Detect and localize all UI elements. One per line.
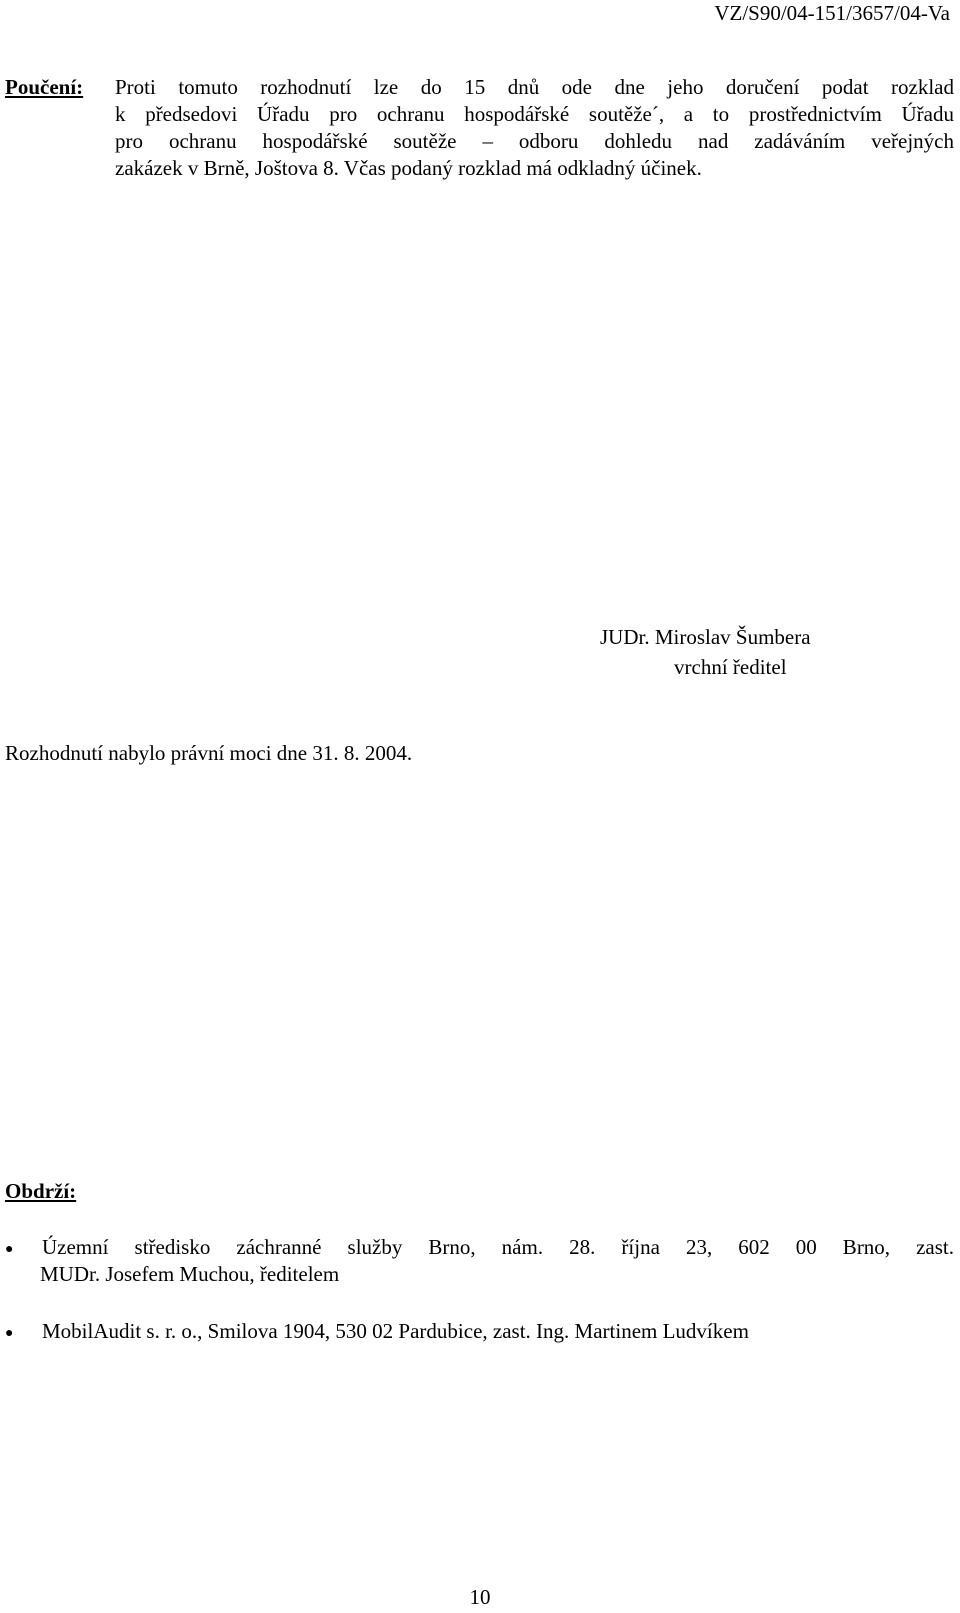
notice-line: k předsedovi Úřadu pro ochranu hospodářské soutěže´, a to prostřednictvím Úřadu bbox=[115, 102, 954, 126]
notice-line: zakázek v Brně, Joštova 8. Včas podaný rozklad má odkladný účinek. bbox=[115, 156, 702, 180]
page-number: 10 bbox=[469, 1585, 491, 1609]
notice-line: Proti tomuto rozhodnutí lze do 15 dnů ode dne jeho doručení podat rozklad bbox=[115, 75, 954, 99]
signatory-title: vrchní ředitel bbox=[674, 655, 787, 679]
legal-effect-note: Rozhodnutí nabylo právní moci dne 31. 8. 2004. bbox=[5, 741, 413, 765]
notice-label: Poučení: bbox=[5, 75, 84, 99]
recipient-item bbox=[42, 1234, 954, 1288]
recipient-item: MobilAudit s. r. o., Smilova 1904, 530 02 Pardubice, zast. Ing. Martinem Ludvíkem bbox=[42, 1319, 749, 1343]
notice-text bbox=[115, 74, 954, 182]
notice-line: pro ochranu hospodářské soutěže – odboru dohledu nad zadáváním veřejných bbox=[115, 129, 954, 153]
signatory-name: JUDr. Miroslav Šumbera bbox=[600, 625, 811, 649]
bullet-icon: ● bbox=[5, 1242, 14, 1257]
recipient-line: MUDr. Josefem Muchou, ředitelem bbox=[40, 1262, 340, 1286]
document-reference: VZ/S90/04-151/3657/04-Va bbox=[714, 1, 950, 25]
bullet-icon: ● bbox=[5, 1326, 14, 1341]
recipient-line: Územní středisko záchranné služby Brno, nám. 28. října 23, 602 00 Brno, zast. bbox=[42, 1235, 954, 1259]
recipients-label: Obdrží: bbox=[5, 1179, 77, 1203]
